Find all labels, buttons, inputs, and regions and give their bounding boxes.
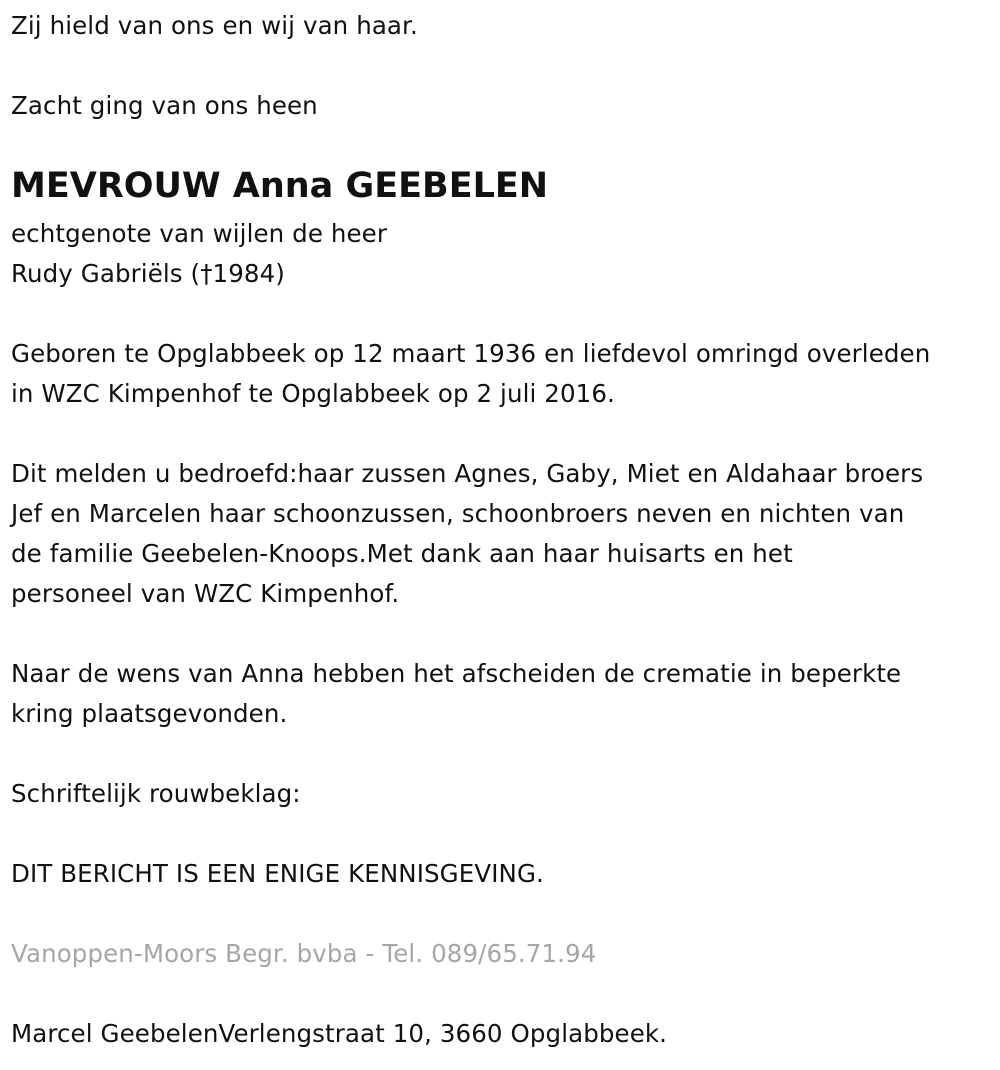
spouse-line-1: echtgenote van wijlen de heer xyxy=(11,219,388,248)
sole-notice-text: DIT BERICHT IS EEN ENIGE KENNISGEVING. xyxy=(11,859,544,888)
ceremony-line-2: kring plaatsgevonden. xyxy=(11,699,288,728)
birth-death-line-2: in WZC Kimpenhof te Opglabbeek op 2 juli 2016. xyxy=(11,379,615,408)
deceased-name: MEVROUW Anna GEEBELEN xyxy=(11,166,549,206)
ceremony-line-1: Naar de wens van Anna hebben het afscheiden de crematie in beperkte xyxy=(11,659,902,688)
family-line-1: Dit melden u bedroefd:haar zussen Agnes, Gaby, Miet en Aldahaar broers xyxy=(11,459,924,488)
intro-text: Zij hield van ons en wij van haar. xyxy=(11,11,418,40)
family-line-2: Jef en Marcelen haar schoonzussen, schoonbroers neven en nichten van xyxy=(11,499,905,528)
announcement-text: Zacht ging van ons heen xyxy=(11,91,318,120)
condolences-text: Schriftelijk rouwbeklag: xyxy=(11,779,301,808)
birth-death-line-1: Geboren te Opglabbeek op 12 maart 1936 en liefdevol omringd overleden xyxy=(11,339,931,368)
funeral-home-text: Vanoppen-Moors Begr. bvba - Tel. 089/65.71.94 xyxy=(11,939,597,968)
family-line-3: de familie Geebelen-Knoops.Met dank aan haar huisarts en het xyxy=(11,539,793,568)
address-text: Marcel GeebelenVerlengstraat 10, 3660 Opglabbeek. xyxy=(11,1019,668,1048)
spouse-line-2: Rudy Gabriëls (†1984) xyxy=(11,259,285,288)
family-line-4: personeel van WZC Kimpenhof. xyxy=(11,579,400,608)
